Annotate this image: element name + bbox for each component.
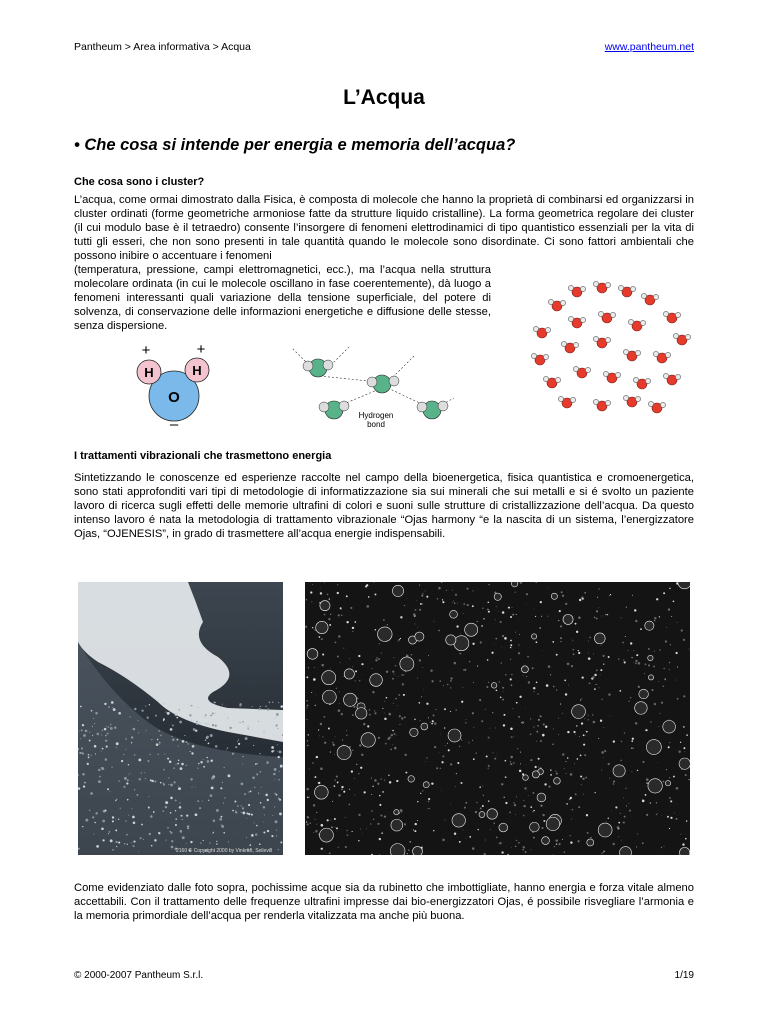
water-cluster-image	[522, 278, 692, 418]
minus-sign: –	[169, 416, 179, 430]
paragraph-treatments: Sintetizzando le conoscenze ed esperienze raccolte nel campo della bioenergetica, fisica quantistica e cromoenergetica, sono stati approfonditi vari tipi di metodologie di informatizzazione sia sui minerali che sui metalli e si é svolto un paziente lavoro di ricerca sugli effetti delle memorie ultrafini di colori e suoni sulle strutture di cristallizzazione dell’acqua. Da questo intenso lavoro é nata la metodologia di trattamento vibrazionale “Ojas harmony “e la nascita di un sistema, l’energizzatore Ojas, “OJENESIS”, in grado di trasmettere all’acqua energie indispensabili.	[74, 472, 694, 541]
water-particles-photo	[305, 582, 690, 855]
paragraph-cluster-intro: L’acqua, come ormai dimostrato dalla Fisica, è composta di molecole che hanno la proprietà di combinarsi ed organizzarsi in cluster ordinati (forme geometriche armoniose fatte da strutture liquido cristalline). La forma geometrica regolare dei cluster (il cui modulo base è il tetraedro) consente l’insorgere di fenomeni elettrodinamici di tipo quantistico essenziali per la vita di tutti gli esseri, che non sono presenti in tale quantità quando le molecole sono disordinate. Ci sono fattori ambientali che possono inibire o accentuare i fenomeni	[74, 194, 694, 263]
paragraph-conclusion: Come evidenziato dalle foto sopra, pochissime acque sia da rubinetto che imbottigliate, hanno energia e forza vitale almeno accettabili. Con il trattamento delle frequenze ultrafini impresse dai bio-energizzatori Ojas, é possibile risvegliare l’armonia e la memoria primordiale dell’acqua per renderla vitalizzata ma anche più buona.	[74, 882, 694, 923]
page-subtitle: • Che cosa si intende per energia e memoria dell’acqua?	[74, 136, 516, 154]
section-heading-treatments: I trattamenti vibrazionali che trasmettono energia	[74, 450, 332, 462]
breadcrumb: Pantheum > Area informativa > Acqua	[74, 41, 251, 53]
hydrogen-label-left: H	[144, 365, 154, 380]
page-number: 1/19	[674, 970, 694, 981]
water-crystallization-photo	[78, 582, 283, 855]
water-molecule-diagram	[128, 342, 218, 430]
oxygen-label: O	[168, 389, 180, 406]
photo-copyright: 2160 © Copyright 2000 by Vinkraft, Seilevill	[176, 848, 273, 854]
site-link[interactable]: www.pantheum.net	[604, 41, 694, 53]
hydrogen-bond-label-line2: bond	[367, 420, 385, 429]
paragraph-cluster-continued: (temperatura, pressione, campi elettromagnetici, ecc.), ma l’acqua nella struttura molecolare ordinata (in cui le molecole oscillano in fase coerentemente), dà luogo a fenomeni interessanti quali variazione della tensione superficiale, del potere di solvenza, di conservazione delle informazioni energetiche e diffusione delle stesse, senza dispersione.	[74, 264, 491, 333]
page-title: L’Acqua	[343, 86, 425, 109]
plus-sign-left: +	[141, 342, 151, 359]
section-heading-cluster: Che cosa sono i cluster?	[74, 176, 205, 188]
hydrogen-bond-label-line1: Hydrogen	[358, 411, 394, 420]
hydrogen-bond-diagram	[282, 340, 462, 432]
plus-sign-right: +	[196, 342, 206, 358]
footer-copyright: © 2000-2007 Pantheum S.r.l.	[74, 970, 204, 981]
hydrogen-label-right: H	[192, 363, 202, 378]
